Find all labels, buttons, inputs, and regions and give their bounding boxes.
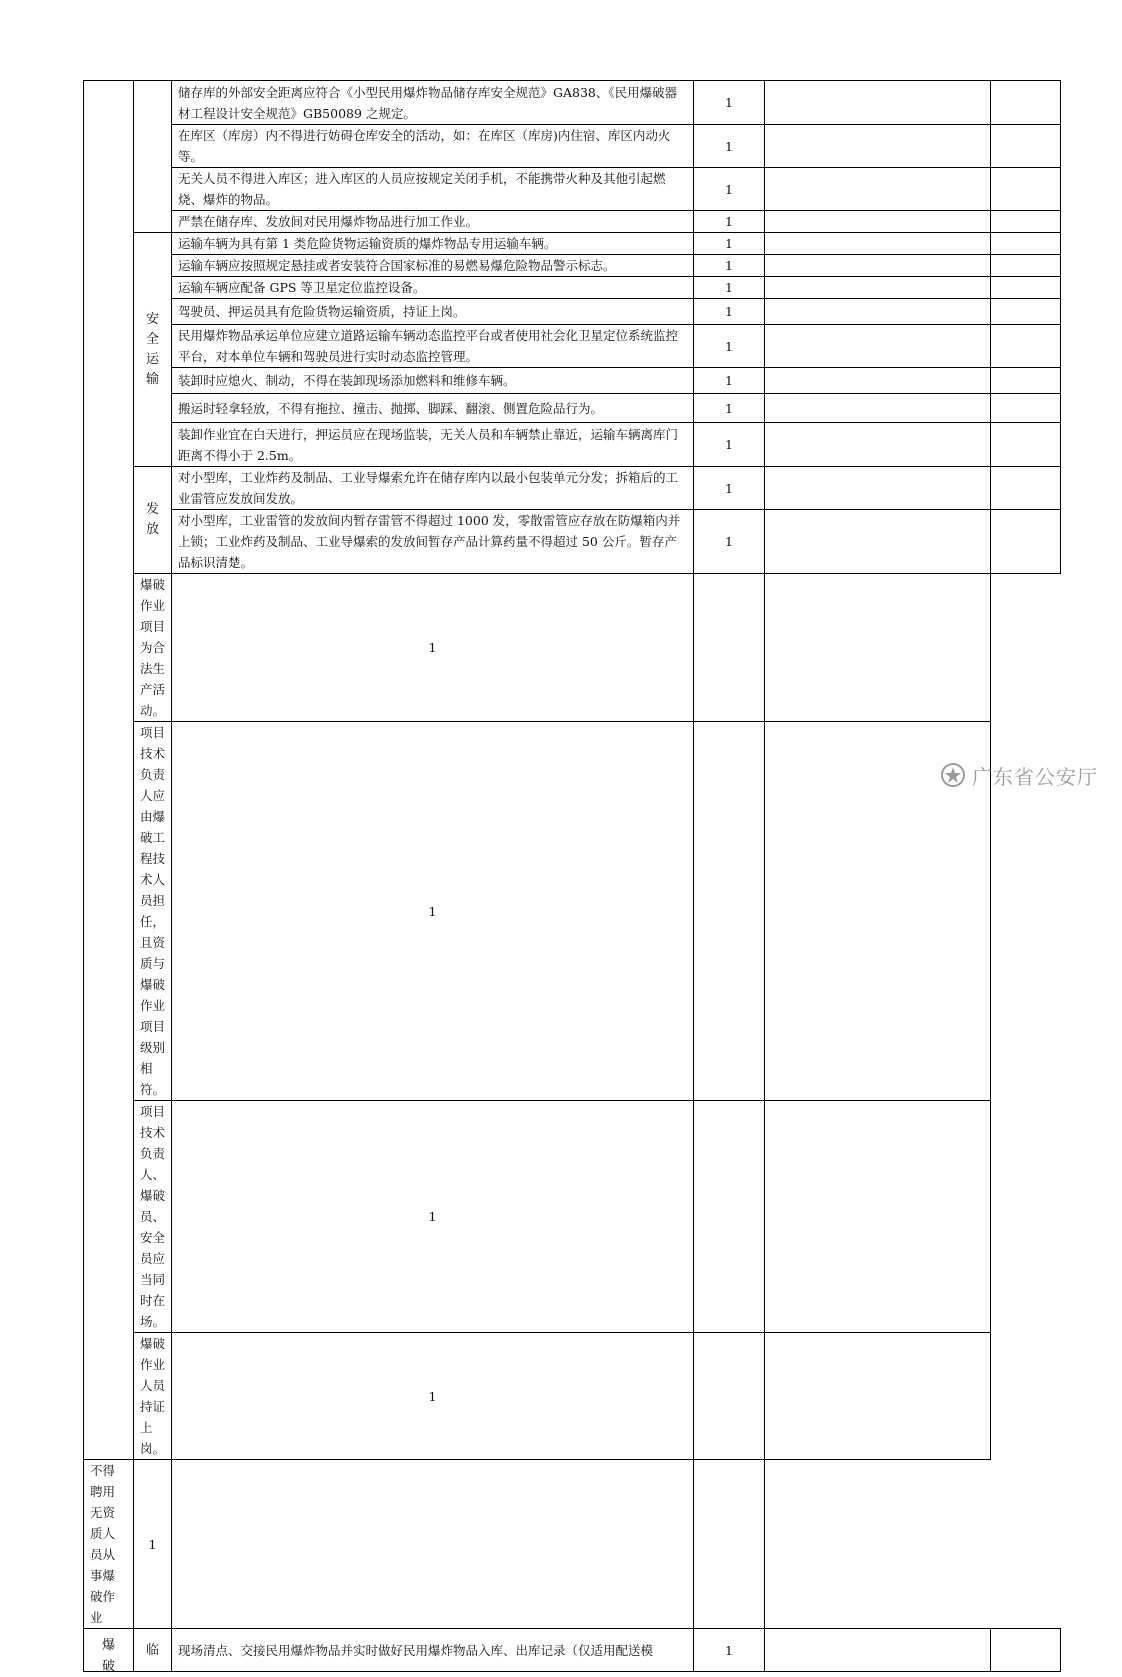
item-remark <box>765 574 991 722</box>
section-cell <box>134 233 172 467</box>
item-content: 民用爆炸物品承运单位应建立道路运输车辆动态监控平台或者使用社会化卫星定位系统监控平台，对本单位车辆和驾驶员进行实时动态监控管理。 <box>172 325 694 368</box>
table-row <box>84 394 1061 423</box>
item-result <box>694 722 765 1101</box>
item-content: 运输车辆应配备 GPS 等卫星定位监控设备。 <box>172 277 694 299</box>
item-result <box>765 467 991 510</box>
item-remark <box>991 81 1061 125</box>
table-row <box>84 574 1061 722</box>
item-content: 爆破作业人员持证上岗。 <box>134 1333 172 1460</box>
table-row <box>84 255 1061 277</box>
item-remark <box>765 1333 991 1460</box>
item-remark <box>991 510 1061 574</box>
item-score: 1 <box>694 81 765 125</box>
item-score: 1 <box>694 1629 765 1672</box>
item-result <box>694 1333 765 1460</box>
item-content: 项目技术负责人应由爆破工程技术人员担任，且资质与爆破作业项目级别相符。 <box>134 722 172 1101</box>
table-row <box>84 125 1061 168</box>
item-remark <box>991 467 1061 510</box>
item-result <box>765 510 991 574</box>
item-score: 1 <box>694 211 765 233</box>
item-remark <box>991 368 1061 394</box>
item-remark <box>991 255 1061 277</box>
item-result <box>765 277 991 299</box>
item-result <box>765 394 991 423</box>
inspection-table <box>83 80 1061 1672</box>
table-row <box>84 1333 1061 1460</box>
item-score: 1 <box>694 125 765 168</box>
item-content: 不得聘用无资质人员从事爆破作业 <box>84 1460 134 1629</box>
item-content: 储存库的外部安全距离应符合《小型民用爆炸物品储存库安全规范》GA838、《民用爆破器材工程设计安全规范》GB50089 之规定。 <box>172 81 694 125</box>
item-remark <box>991 299 1061 325</box>
item-content: 运输车辆为具有第 1 类危险货物运输资质的爆炸物品专用运输车辆。 <box>172 233 694 255</box>
item-score: 1 <box>694 168 765 211</box>
item-score: 1 <box>172 1333 694 1460</box>
item-remark <box>991 211 1061 233</box>
watermark <box>940 758 1098 792</box>
watermark-text: 广东省公安厅 <box>972 764 1098 789</box>
item-result <box>765 299 991 325</box>
category-label: 爆破 <box>101 1638 127 1674</box>
table-row <box>84 1629 1061 1672</box>
section-label: 安全运输 <box>145 311 159 387</box>
table-row <box>84 1101 1061 1333</box>
item-result <box>694 1101 765 1333</box>
table-row <box>84 325 1061 368</box>
table-row <box>84 423 1061 467</box>
police-badge-icon <box>940 762 966 788</box>
item-content: 对小型库，工业炸药及制品、工业导爆索允许在储存库内以最小包装单元分发；拆箱后的工业雷管应发放间发放。 <box>172 467 694 510</box>
item-score: 1 <box>694 325 765 368</box>
item-score: 1 <box>134 1460 172 1629</box>
category-cell <box>84 1629 134 1672</box>
item-result <box>765 81 991 125</box>
table-row <box>84 467 1061 510</box>
item-score: 1 <box>172 722 694 1101</box>
item-content: 装卸时应熄火、制动，不得在装卸现场添加燃料和维修车辆。 <box>172 368 694 394</box>
item-result <box>765 211 991 233</box>
item-result <box>765 1629 991 1672</box>
section-cell <box>134 467 172 574</box>
table-row <box>84 510 1061 574</box>
item-score: 1 <box>694 368 765 394</box>
item-result <box>765 233 991 255</box>
section-label: 临 <box>145 1643 159 1658</box>
item-score: 1 <box>694 277 765 299</box>
item-remark <box>765 1101 991 1333</box>
item-remark <box>991 394 1061 423</box>
table-row <box>84 81 1061 125</box>
table-row <box>84 211 1061 233</box>
item-remark <box>991 423 1061 467</box>
item-result <box>765 325 991 368</box>
item-score: 1 <box>172 1101 694 1333</box>
item-result <box>765 255 991 277</box>
item-score: 1 <box>694 233 765 255</box>
item-content: 项目技术负责人、爆破员、安全员应当同时在场。 <box>134 1101 172 1333</box>
table-row <box>84 168 1061 211</box>
section-cell <box>134 1629 172 1672</box>
section-label: 发放 <box>145 502 159 537</box>
table-row <box>84 722 1061 1101</box>
table-row <box>84 368 1061 394</box>
item-remark <box>694 1460 765 1629</box>
item-score: 1 <box>694 394 765 423</box>
item-content: 在库区（库房）内不得进行妨碍仓库安全的活动，如：在库区（库房)内住宿、库区内动火等。 <box>172 125 694 168</box>
item-score: 1 <box>694 510 765 574</box>
item-remark <box>991 1629 1061 1672</box>
item-result <box>765 168 991 211</box>
item-result <box>694 574 765 722</box>
item-content: 驾驶员、押运员具有危险货物运输资质，持证上岗。 <box>172 299 694 325</box>
item-content: 无关人员不得进入库区；进入库区的人员应按规定关闭手机，不能携带火种及其他引起燃烧、爆炸的物品。 <box>172 168 694 211</box>
item-score: 1 <box>694 255 765 277</box>
item-remark <box>991 233 1061 255</box>
item-result <box>765 368 991 394</box>
item-remark <box>991 325 1061 368</box>
item-score: 1 <box>694 299 765 325</box>
item-result <box>765 125 991 168</box>
item-remark <box>991 125 1061 168</box>
table-row <box>84 1460 1061 1629</box>
item-content: 现场清点、交接民用爆炸物品并实时做好民用爆炸物品入库、出库记录（仅适用配送模 <box>172 1629 694 1672</box>
item-score: 1 <box>694 467 765 510</box>
item-result <box>172 1460 694 1629</box>
item-content: 爆破作业项目为合法生产活动。 <box>134 574 172 722</box>
item-score: 1 <box>172 574 694 722</box>
item-content: 严禁在储存库、发放间对民用爆炸物品进行加工作业。 <box>172 211 694 233</box>
item-content: 运输车辆应按照规定悬挂或者安装符合国家标准的易燃易爆危险物品警示标志。 <box>172 255 694 277</box>
item-score: 1 <box>694 423 765 467</box>
item-remark <box>991 277 1061 299</box>
table-row <box>84 233 1061 255</box>
item-content: 搬运时轻拿轻放，不得有拖拉、撞击、抛掷、脚踩、翻滚、侧置危险品行为。 <box>172 394 694 423</box>
section-cell <box>134 81 172 233</box>
table-row <box>84 277 1061 299</box>
item-remark <box>991 168 1061 211</box>
item-result <box>765 423 991 467</box>
table-row <box>84 299 1061 325</box>
category-cell <box>84 81 134 1460</box>
item-content: 对小型库，工业雷管的发放间内暂存雷管不得超过 1000 发，零散雷管应存放在防爆箱内并上锁；工业炸药及制品、工业导爆索的发放间暂存产品计算药量不得超过 50 公斤。暂存产品标识清楚。 <box>172 510 694 574</box>
item-content: 装卸作业宜在白天进行，押运员应在现场监装，无关人员和车辆禁止靠近，运输车辆离库门距离不得小于 2.5m。 <box>172 423 694 467</box>
